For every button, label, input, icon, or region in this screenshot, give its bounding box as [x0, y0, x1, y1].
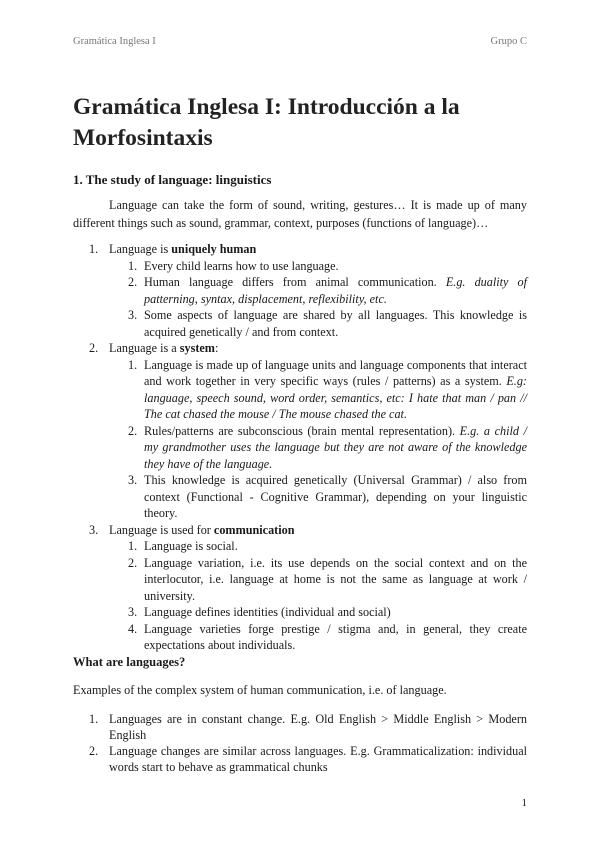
item-bold: system [179, 341, 215, 355]
item-suffix: : [214, 341, 219, 355]
example-text: E.g: language, speech sound, word order, semantics, etc: I hate that man / pan // The cat chased the mouse / The mouse chased the cat. [144, 374, 527, 421]
sub-item-text: Some aspects of language are shared by all languages. This knowledge is acquired genetically / and from context. [144, 308, 527, 339]
list-item [73, 522, 527, 654]
sub-list-item [109, 423, 527, 473]
section-heading-languages: What are languages? [73, 655, 186, 669]
intro-paragraph: Language can take the form of sound, writing, gestures… It is made up of many different things such as sound, grammar, context, purposes (functions of language)… [73, 198, 527, 230]
item-text: Language is [109, 242, 172, 256]
sub-list-item [109, 472, 527, 522]
item-bold: uniquely human [171, 242, 257, 256]
item-text: Language changes are similar across languages. E.g. Grammaticalization: individual words start to behave as grammatical chunks [109, 744, 527, 774]
list-number: 2. [89, 341, 99, 355]
sub-item-text: Every child learns how to use language. [144, 258, 339, 273]
sub-item-text: Language defines identities (individual and social) [144, 605, 391, 619]
list-number: 1. [128, 258, 138, 273]
section-heading-linguistics: 1. The study of language: linguistics [73, 172, 272, 187]
sub-item-text: Language is social. [144, 539, 238, 553]
item-text: Language is a [109, 341, 180, 355]
example-text: E.g. a child / my grandmother uses the language but they are not aware of the knowledge they have of the language. [144, 423, 527, 471]
item-bold: communication [213, 522, 295, 537]
list-number: 4. [128, 621, 138, 636]
sub-list-item [109, 258, 527, 275]
main-list [73, 241, 527, 654]
sub-list-item [109, 307, 527, 340]
sub-item-text: Language variation, i.e. its use depends on the social context and on the interlocutor, i.e. language at home is not the same as language at work / university. [144, 555, 527, 603]
languages-intro: Examples of the complex system of human communication, i.e. of language. [73, 683, 447, 697]
sub-list [109, 357, 527, 522]
list-number: 2. [128, 275, 138, 289]
list-number: 3. [128, 308, 138, 322]
sub-item-text: This knowledge is acquired genetically (Universal Grammar) / also from context (Functional - Cognitive Grammar), depending on your linguistic theory. [144, 473, 527, 520]
sub-list-item [109, 357, 527, 423]
list-number: 1. [89, 712, 99, 726]
list-number: 1. [128, 539, 138, 553]
list-item [73, 743, 527, 775]
list-number: 3. [89, 522, 99, 537]
example-text: E.g. duality of patterning, syntax, displacement, reflexibility, etc. [144, 275, 528, 306]
sub-list-item [109, 621, 527, 654]
languages-list [73, 711, 527, 775]
sub-list [109, 258, 527, 341]
list-number: 1. [128, 357, 138, 372]
list-number: 2. [128, 423, 138, 438]
sub-item-text: Rules/patterns are subconscious (brain mental representation). [144, 423, 460, 438]
sub-list-item [109, 274, 527, 307]
list-number: 2. [89, 744, 99, 758]
sub-list-item [109, 604, 527, 621]
document-title: Gramática Inglesa I: Introducción a la Morfosintaxis [73, 94, 460, 151]
list-item [73, 711, 527, 743]
sub-list-item [109, 555, 527, 605]
list-number: 1. [89, 242, 99, 256]
sub-list-item [109, 538, 527, 555]
item-text: Language is used for [109, 522, 214, 537]
list-number: 3. [128, 605, 138, 619]
header-left: Gramática Inglesa I [73, 36, 156, 47]
sub-list [109, 538, 527, 654]
page-number: 1 [521, 797, 527, 809]
list-number: 2. [128, 555, 138, 570]
sub-item-text: Language varieties forge prestige / stigma and, in general, they create expectations about individuals. [144, 621, 527, 652]
header-right: Grupo C [490, 36, 527, 47]
list-number: 3. [128, 473, 138, 487]
item-text: Languages are in constant change. E.g. Old English > Middle English > Modern English [109, 712, 527, 742]
sub-item-text: Language is made up of language units and language components that interact and work together in very specific ways (rules / patterns) as a system. [144, 357, 527, 388]
sub-item-text: Human language differs from animal communication. [144, 275, 446, 289]
list-item [73, 340, 527, 522]
list-item [73, 241, 527, 340]
